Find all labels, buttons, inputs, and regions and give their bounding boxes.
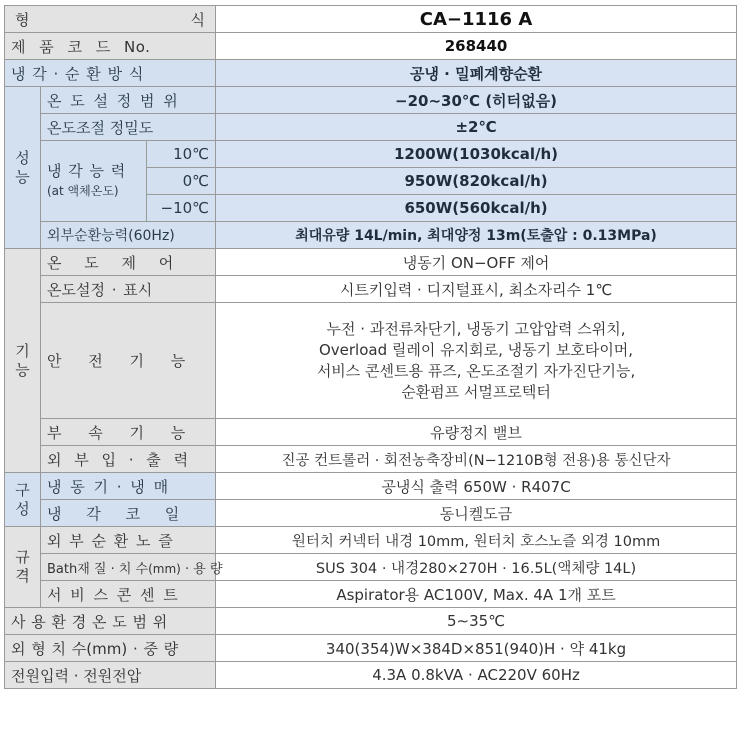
row-accessory — [5, 419, 737, 446]
cooling-temp-10: 10℃ — [147, 141, 216, 168]
row-power — [5, 662, 737, 689]
cooling-method-label: 냉 각 · 순 환 방 식 — [5, 60, 216, 87]
row-nozzle — [5, 527, 737, 554]
product-code-label: 제 품 코 드 No. — [5, 33, 216, 60]
cooling-temp-minus10: −10℃ — [147, 195, 216, 222]
env-temp-value: 5∼35℃ — [216, 608, 737, 635]
coil-value: 동니켈도금 — [216, 500, 737, 527]
bath-value: SUS 304 · 내경280×270H · 16.5L(액체량 14L) — [216, 554, 737, 581]
model-value: CA−1116 A — [216, 6, 737, 33]
temp-control-value: 냉동기 ON−OFF 제어 — [216, 249, 737, 276]
coil-label: 냉 각 코 일 — [41, 500, 216, 527]
row-temp-precision — [5, 114, 737, 141]
row-cooling-method — [5, 60, 737, 87]
row-dimensions — [5, 635, 737, 662]
row-product-code — [5, 33, 737, 60]
power-label: 전원입력 · 전원전압 — [5, 662, 216, 689]
row-temp-display — [5, 276, 737, 303]
dimensions-label: 외 형 치 수(mm) · 중 량 — [5, 635, 216, 662]
specification-group-label: 규 격 — [5, 527, 41, 608]
temp-control-label: 온 도 제 어 — [41, 249, 216, 276]
row-temp-control — [5, 249, 737, 276]
row-cooling-10 — [5, 141, 737, 168]
model-label: 형 식 — [5, 6, 216, 33]
refrigerator-value: 공냉식 출력 650W · R407C — [216, 473, 737, 500]
temp-precision-label: 온도조절 정밀도 — [41, 114, 216, 141]
cooling-value-minus10: 650W(560kcal/h) — [216, 195, 737, 222]
safety-value: 누전 · 과전류차단기, 냉동기 고압압력 스위치, Overload 릴레이 유지회로, 냉동기 보호타이머, 서비스 콘센트용 퓨즈, 온도조절기 자가진단기능, 순환펌프 서멀프로텍터 — [216, 303, 737, 419]
cooling-value-0: 950W(820kcal/h) — [216, 168, 737, 195]
temp-display-value: 시트키입력 · 디지털표시, 최소자리수 1℃ — [216, 276, 737, 303]
performance-group-label: 성 능 — [5, 87, 41, 249]
row-external-circulation — [5, 222, 737, 249]
refrigerator-label: 냉 동 기 · 냉 매 — [41, 473, 216, 500]
row-coil — [5, 500, 737, 527]
cooling-value-10: 1200W(1030kcal/h) — [216, 141, 737, 168]
nozzle-value: 원터치 커넥터 내경 10mm, 원터치 호스노즐 외경 10mm — [216, 527, 737, 554]
row-outlet — [5, 581, 737, 608]
io-value: 진공 컨트롤러 · 회전농축장비(N−1210B형 전용)용 통신단자 — [216, 446, 737, 473]
external-circulation-label: 외부순환능력(60Hz) — [41, 222, 216, 249]
row-temp-range — [5, 87, 737, 114]
row-io — [5, 446, 737, 473]
row-safety — [5, 303, 737, 419]
temp-range-value: −20∼30℃ (히터없음) — [216, 87, 737, 114]
composition-group-label: 구 성 — [5, 473, 41, 527]
accessory-value: 유량정지 밸브 — [216, 419, 737, 446]
io-label: 외 부 입 · 출 력 — [41, 446, 216, 473]
cooling-capacity-label: 냉 각 능 력 (at 액체온도) — [41, 141, 147, 222]
functions-group-label: 기 능 — [5, 249, 41, 473]
temp-range-label: 온 도 설 정 범 위 — [41, 87, 216, 114]
outlet-value: Aspirator용 AC100V, Max. 4A 1개 포트 — [216, 581, 737, 608]
cooling-temp-0: 0℃ — [147, 168, 216, 195]
env-temp-label: 사 용 환 경 온 도 범 위 — [5, 608, 216, 635]
row-model — [5, 6, 737, 33]
row-bath — [5, 554, 737, 581]
row-env-temp — [5, 608, 737, 635]
external-circulation-value: 최대유량 14L/min, 최대양정 13m(토출압 : 0.13MPa) — [216, 222, 737, 249]
accessory-label: 부 속 기 능 — [41, 419, 216, 446]
outlet-label: 서 비 스 콘 센 트 — [41, 581, 216, 608]
product-code-value: 268440 — [216, 33, 737, 60]
spec-table — [4, 5, 737, 689]
dimensions-value: 340(354)W×384D×851(940)H · 약 41kg — [216, 635, 737, 662]
row-refrigerator — [5, 473, 737, 500]
cooling-method-value: 공냉 · 밀폐계향순환 — [216, 60, 737, 87]
temp-display-label: 온도설정 · 표시 — [41, 276, 216, 303]
nozzle-label: 외 부 순 환 노 즐 — [41, 527, 216, 554]
bath-label: Bath재 질 · 치 수(mm) · 용 량 — [41, 554, 216, 581]
temp-precision-value: ±2℃ — [216, 114, 737, 141]
power-value: 4.3A 0.8kVA · AC220V 60Hz — [216, 662, 737, 689]
safety-label: 안 전 기 능 — [41, 303, 216, 419]
